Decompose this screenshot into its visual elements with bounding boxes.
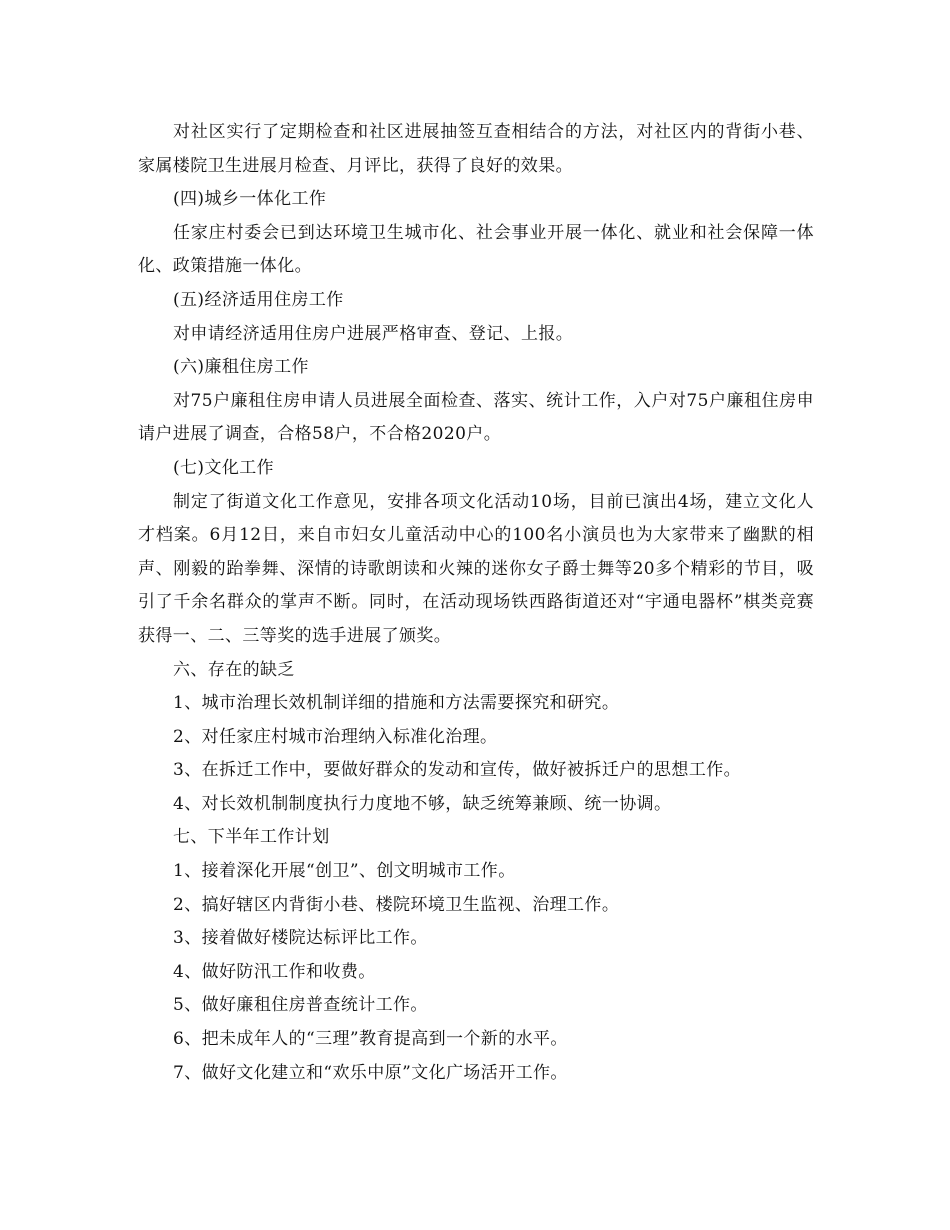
paragraph-community-inspection: 对社区实行了定期检查和社区进展抽签互查相结合的方法，对社区内的背街小巷、家属楼院卫生进展月检查、月评比，获得了良好的效果。: [138, 122, 814, 176]
list-item-plan-6: 6、把未成年人的“三理”教育提高到一个新的水平。: [173, 1029, 568, 1050]
paragraph-urban-rural-integration: 任家庄村委会已到达环境卫生城市化、社会事业开展一体化、就业和社会保障一体化、政策措施一体化。: [138, 222, 814, 277]
list-item-shortcoming-2: 2、对任家庄村城市治理纳入标准化治理。: [173, 726, 498, 747]
list-item-plan-3: 3、接着做好楼院达标评比工作。: [173, 928, 428, 949]
heading-shortcomings: 六、存在的缺乏: [173, 659, 295, 680]
list-item-plan-7: 7、做好文化建立和“欢乐中原”文化广场活开工作。: [173, 1062, 568, 1083]
list-item-plan-5: 5、做好廉租住房普查统计工作。: [173, 995, 428, 1016]
list-item-shortcoming-4: 4、对长效机制制度执行力度地不够，缺乏统筹兼顾、统一协调。: [173, 793, 672, 814]
list-item-plan-4: 4、做好防汛工作和收费。: [173, 961, 376, 982]
list-item-shortcoming-1: 1、城市治理长效机制详细的措施和方法需要探究和研究。: [173, 693, 620, 714]
list-item-plan-2: 2、搞好辖区内背街小巷、楼院环境卫生监视、治理工作。: [173, 894, 620, 915]
list-item-shortcoming-3: 3、在拆迁工作中，要做好群众的发动和宣传，做好被拆迁户的思想工作。: [173, 760, 742, 781]
heading-urban-rural-integration: (四)城乡一体化工作: [173, 189, 327, 210]
list-item-plan-1: 1、接着深化开展“创卫”、创文明城市工作。: [173, 861, 516, 882]
paragraph-low-rent-housing: 对75户廉租住房申请人员进展全面检查、落实、统计工作，入户对75户廉租住房申请户进展了调查，合格58户，不合格2020户。: [138, 390, 814, 445]
heading-affordable-housing: (五)经济适用住房工作: [173, 289, 344, 310]
heading-low-rent-housing: (六)廉租住房工作: [173, 357, 309, 378]
document-body: [138, 116, 814, 1090]
heading-culture-work: (七)文化工作: [173, 457, 275, 478]
paragraph-affordable-housing: 对申请经济适用住房户进展严格审查、登记、上报。: [173, 323, 574, 344]
heading-second-half-plan: 七、下半年工作计划: [173, 827, 330, 848]
paragraph-culture-work: 制定了街道文化工作意见，安排各项文化活动10场，目前已演出4场，建立文化人才档案。6月12日，来自市妇女儿童活动中心的100名小演员也为大家带来了幽默的相声、刚毅的跆拳舞、深情的诗歌朗读和火辣的迷你女子爵士舞等20多个精彩的节目，吸引了千余名群众的掌声不断。同时，在活动现场铁西路街道还对“宇通电器杯”棋类竞赛获得一、二、三等奖的选手进展了颁奖。: [138, 491, 814, 646]
